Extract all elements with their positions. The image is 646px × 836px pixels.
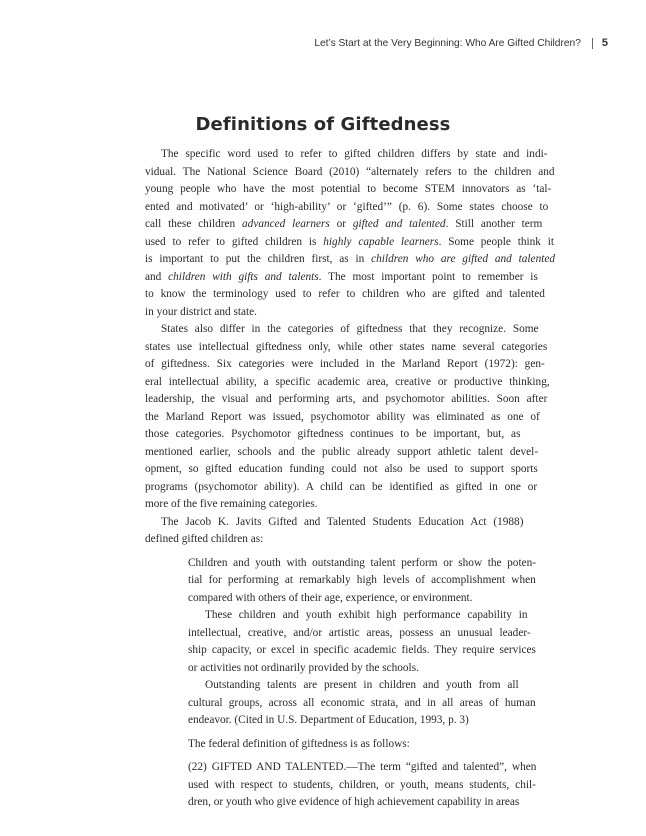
text-run: The Jacob K. Javits Gifted and Talented Students Education Act (1988) (161, 515, 524, 528)
text-line (145, 339, 547, 357)
text-line (188, 794, 519, 812)
text-line (145, 444, 538, 462)
text-line (161, 514, 523, 532)
text-run: or activities not ordinarily provided by the schools. (188, 661, 419, 674)
text-line (188, 660, 419, 678)
text-line (145, 461, 538, 479)
text-line (145, 426, 520, 444)
text-run: programs (psychomotor ability). A child can be identified as gifted in one or (145, 480, 538, 493)
text-run: . Still another term (445, 218, 543, 230)
text-run: ship capacity, or excel in specific academic fields. They require services (188, 644, 536, 656)
running-title: Let’s Start at the Very Beginning: Who Are Gifted Children? (314, 37, 581, 49)
text-run: tial for performing at remarkably high levels of accomplishment when (188, 574, 536, 586)
text-run: States also differ in the categories of giftedness that they recognize. Some (161, 323, 539, 335)
text-line (188, 642, 536, 660)
page-number: 5 (601, 37, 608, 49)
text-line (145, 391, 547, 409)
italic-text: advanced learners (242, 218, 330, 230)
text-line (205, 607, 528, 625)
text-line (145, 356, 545, 374)
text-line (188, 712, 469, 730)
text-run: used to refer to gifted children is (145, 235, 324, 248)
italic-text: children who are gifted and talented (371, 253, 556, 265)
text-line (161, 321, 539, 339)
text-line (145, 181, 551, 199)
header-divider (592, 38, 593, 49)
text-line (145, 251, 555, 269)
text-line (205, 677, 519, 695)
text-run: of giftedness. Six categories were included in the Marland Report (1972): gen- (145, 358, 545, 370)
text-run: in your district and state. (145, 305, 258, 318)
text-run: compared with others of their age, experience, or environment. (188, 591, 473, 604)
text-run: call these children (145, 218, 243, 230)
text-run: more of the five remaining categories. (145, 498, 318, 510)
text-line (145, 216, 542, 234)
text-line (145, 286, 545, 304)
text-line (145, 269, 538, 287)
text-run: (22) GIFTED AND TALENTED.—The term “gifted and talented”, when (188, 761, 537, 773)
italic-text: children with gifts and talents (168, 270, 319, 283)
text-line (188, 572, 536, 590)
text-run: The federal definition of giftedness is as follows: (188, 737, 410, 750)
text-line (161, 146, 548, 164)
text-line (145, 164, 555, 182)
text-run: These children and youth exhibit high performance capability in (205, 609, 528, 621)
running-header (314, 37, 608, 49)
text-run: intellectual, creative, and/or artistic areas, possess an unusual leader- (188, 626, 531, 639)
text-run: . Some people think it (438, 235, 555, 248)
text-run: those categories. Psychomotor giftedness continues to be important, but, as (145, 428, 521, 440)
text-run: dren, or youth who give evidence of high achievement capability in areas (188, 796, 520, 808)
text-run: vidual. The National Science Board (2010) “alternately refers to the children and (145, 165, 555, 178)
text-line (145, 409, 540, 427)
text-line (188, 777, 536, 795)
text-run: Children and youth with outstanding talent perform or show the poten- (188, 556, 537, 569)
text-line (145, 496, 318, 514)
italic-text: highly capable learners (323, 235, 439, 248)
text-run: ented and motivated’ or ‘high-ability’ or ‘gifted’” (p. 6). Some states choose to (145, 200, 549, 213)
text-run: leadership, the visual and performing arts, and psychomotor abilities. Soon after (145, 393, 548, 405)
text-run: or (329, 218, 353, 230)
text-run: Outstanding talents are present in children and youth from all (205, 679, 519, 691)
text-run: mentioned earlier, schools and the public already support athletic talent devel- (145, 445, 539, 458)
text-line (188, 625, 531, 643)
text-run: and (145, 270, 169, 283)
text-run: The specific word used to refer to gifted children differs by state and indi- (161, 148, 548, 160)
text-line (188, 759, 536, 777)
text-run: states use intellectual giftedness only, while other states name several categories (145, 340, 548, 353)
text-line (145, 199, 548, 217)
text-run: is important to put the children first, as in (145, 253, 372, 265)
text-run: young people who have the most potential to become STEM innovators as ‘tal- (145, 183, 552, 195)
text-run: to know the terminology used to refer to children who are gifted and talented (145, 288, 545, 300)
text-line (145, 479, 537, 497)
text-line (188, 590, 473, 608)
text-line (145, 304, 257, 322)
text-run: eral intellectual ability, a specific academic area, creative or productive thinking, (145, 375, 550, 388)
text-run: endeavor. (Cited in U.S. Department of Education, 1993, p. 3) (188, 714, 469, 726)
text-line (145, 374, 550, 392)
text-line (188, 736, 410, 754)
text-line (188, 695, 536, 713)
text-run: the Marland Report was issued, psychomotor ability was eliminated as one of (145, 410, 540, 423)
text-run: cultural groups, across all economic strata, and in all areas of human (188, 696, 536, 709)
section-title: Definitions of Giftedness (195, 114, 451, 135)
text-line (145, 531, 263, 549)
text-line (188, 555, 536, 573)
text-run: . The most important point to remember is (318, 270, 538, 283)
italic-text: gifted and talented (352, 218, 446, 230)
text-run: defined gifted children as: (145, 533, 264, 545)
text-run: used with respect to students, children, or youth, means students, chil- (188, 778, 536, 791)
text-line (145, 234, 554, 252)
text-run: opment, so gifted education funding could not also be used to support sports (145, 463, 538, 475)
